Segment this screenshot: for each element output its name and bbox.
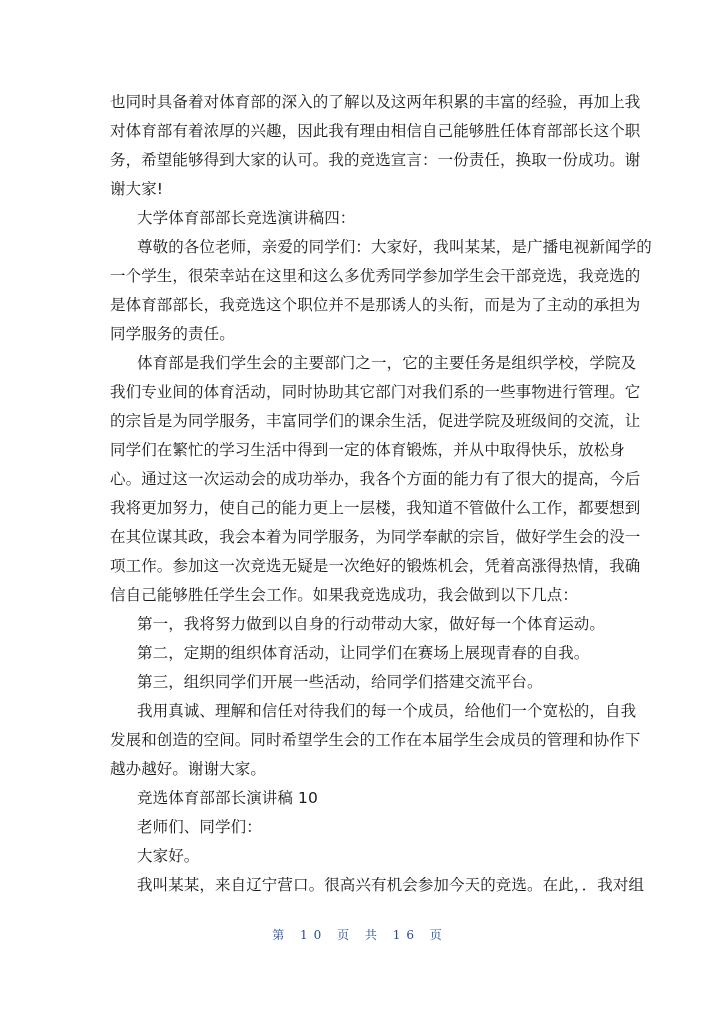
text-line: 尊敬的各位老师，亲爱的同学们：大家好，我叫某某，是广播电视新闻学的: [137, 238, 652, 256]
text-line: 同学服务的责任。: [110, 325, 235, 343]
section-heading: 大学体育部部长竞选演讲稿四：: [137, 209, 356, 227]
text-line: 越办越好。谢谢大家。: [110, 760, 267, 778]
text-line: 心。通过这一次运动会的成功举办，我各个方面的能力有了很大的提高，今后: [110, 470, 641, 488]
list-item: 第三，组织同学们开展一些活动，给同学们搭建交流平台。: [137, 673, 543, 691]
text-line: 对体育部有着浓厚的兴趣，因此我有理由相信自己能够胜任体育部部长这个职: [110, 122, 641, 140]
text-line: 信自己能够胜任学生会工作。如果我竞选成功，我会做到以下几点：: [110, 586, 579, 604]
text-line: 项工作。参加这一次竞选无疑是一次绝好的锻炼机会，凭着高涨得热情，我确: [110, 557, 641, 575]
list-item: 第一，我将努力做到以自身的行动带动大家，做好每一个体育运动。: [137, 615, 606, 633]
page-number: 第 10 页 共 16 页: [272, 928, 448, 942]
text-line: 也同时具备着对体育部的深入的了解以及这两年积累的丰富的经验，再加上我: [110, 93, 641, 111]
list-item: 第二，定期的组织体育活动，让同学们在赛场上展现青春的自我。: [137, 644, 590, 662]
text-line: 是体育部部长，我竞选这个职位并不是那诱人的头衔，而是为了主动的承担为: [110, 296, 641, 314]
section-heading: 竞选体育部部长演讲稿 10: [137, 789, 318, 807]
text-line: 我叫某某，来自辽宁营口。很高兴有机会参加今天的竞选。在此，．我对组: [137, 876, 645, 894]
text-line: 我将更加努力，使自己的能力更上一层楼，我知道不管做什么工作，都要想到: [110, 499, 641, 517]
text-line: 同学们在繁忙的学习生活中得到一定的体育锻炼，并从中取得快乐，放松身: [110, 441, 625, 459]
text-line: 我用真诚、理解和信任对待我们的每一个成员，给他们一个宽松的，自我: [137, 702, 637, 720]
text-line: 一个学生，很荣幸站在这里和这么多优秀同学参加学生会干部竞选，我竞选的: [110, 267, 641, 285]
text-line: 在其位谋其政，我会本着为同学服务，为同学奉献的宗旨，做好学生会的没一: [110, 528, 641, 546]
text-line: 务，希望能够得到大家的认可。我的竞选宣言：一份责任，换取一份成功。谢: [110, 151, 641, 169]
text-line: 谢大家!: [110, 180, 164, 198]
text-line: 我们专业间的体育活动，同时协助其它部门对我们系的一些事物进行管理。它: [110, 383, 641, 401]
greeting: 大家好。: [137, 847, 200, 865]
salutation: 老师们、同学们：: [137, 818, 262, 836]
text-line: 体育部是我们学生会的主要部门之一，它的主要任务是组织学校，学院及: [137, 354, 637, 372]
text-line: 的宗旨是为同学服务，丰富同学们的课余生活，促进学院及班级间的交流，让: [110, 412, 641, 430]
document-body: [110, 88, 652, 900]
text-line: 发展和创造的空间。同时希望学生会的工作在本届学生会成员的管理和协作下: [110, 731, 641, 749]
